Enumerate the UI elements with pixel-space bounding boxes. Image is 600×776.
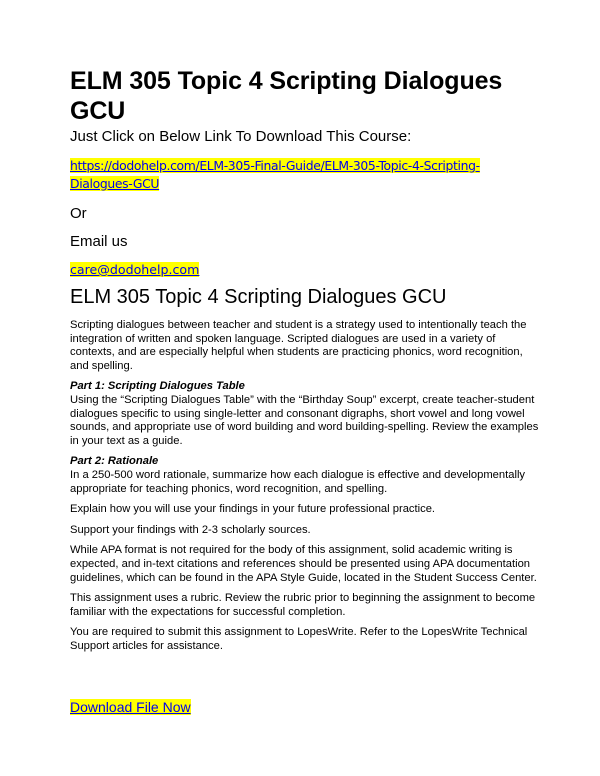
course-link-paragraph xyxy=(70,157,540,193)
part1-text: Using the “Scripting Dialogues Table” with the “Birthday Soup” excerpt, create teacher-student dialogues specific to using single-letter and consonant digraphs, short vowel and long vowel sounds, and appropriate use of word building and word building-spelling. Review the examples in your text as a guide. xyxy=(70,393,539,447)
download-intro-text: Just Click on Below Link To Download This Course: xyxy=(70,128,412,145)
assignment-body xyxy=(70,319,540,653)
email-us-text: Email us xyxy=(70,233,128,250)
part2-heading: Part 2: Rationale xyxy=(70,455,159,468)
email-link[interactable]: care@dodohelp.com xyxy=(70,262,200,277)
email-paragraph xyxy=(70,261,540,279)
apa-paragraph: While APA format is not required for the body of this assignment, solid academic writing is expected, and in-text citations and references should be presented using APA documentation guidelines, which can be found in the APA Style Guide, located in the Student Success Center. xyxy=(70,544,537,584)
explain-paragraph: Explain how you will use your findings in your future professional practice. xyxy=(70,503,436,516)
email-highlight xyxy=(70,262,199,277)
support-paragraph: Support your findings with 2-3 scholarly sources. xyxy=(70,523,311,536)
course-link-line2[interactable]: Dialogues-GCU xyxy=(70,176,160,191)
course-link-highlight xyxy=(70,158,480,191)
part2-text: In a 250-500 word rationale, summarize how each dialogue is effective and developmentally appropriate for teaching phonics, word recognition, and spelling. xyxy=(70,468,526,495)
part1-heading: Part 1: Scripting Dialogues Table xyxy=(70,380,245,393)
section-subtitle: ELM 305 Topic 4 Scripting Dialogues GCU xyxy=(70,286,447,308)
course-link-line1[interactable]: https://dodohelp.com/ELM-305-Final-Guide/ELM-305-Topic-4-Scripting- xyxy=(70,158,480,173)
page-title: ELM 305 Topic 4 Scripting Dialogues GCU xyxy=(70,67,503,125)
download-highlight xyxy=(70,699,191,715)
rubric-paragraph: This assignment uses a rubric. Review the rubric prior to beginning the assignment to become familiar with the expectations for successful completion. xyxy=(70,592,536,618)
or-text: Or xyxy=(70,205,87,222)
intro-paragraph: Scripting dialogues between teacher and student is a strategy used to intentionally teach the integration of written and spoken language. Scripted dialogues are used in a variety of contexts, and are especially helpful when students are practicing phonics, word recognition, and spelling. xyxy=(70,319,527,372)
document-page xyxy=(70,66,540,716)
download-section xyxy=(70,699,540,716)
submit-paragraph: You are required to submit this assignment to LopesWrite. Refer to the LopesWrite Technical Support articles for assistance. xyxy=(70,626,528,652)
download-file-link[interactable]: Download File Now xyxy=(70,699,191,716)
